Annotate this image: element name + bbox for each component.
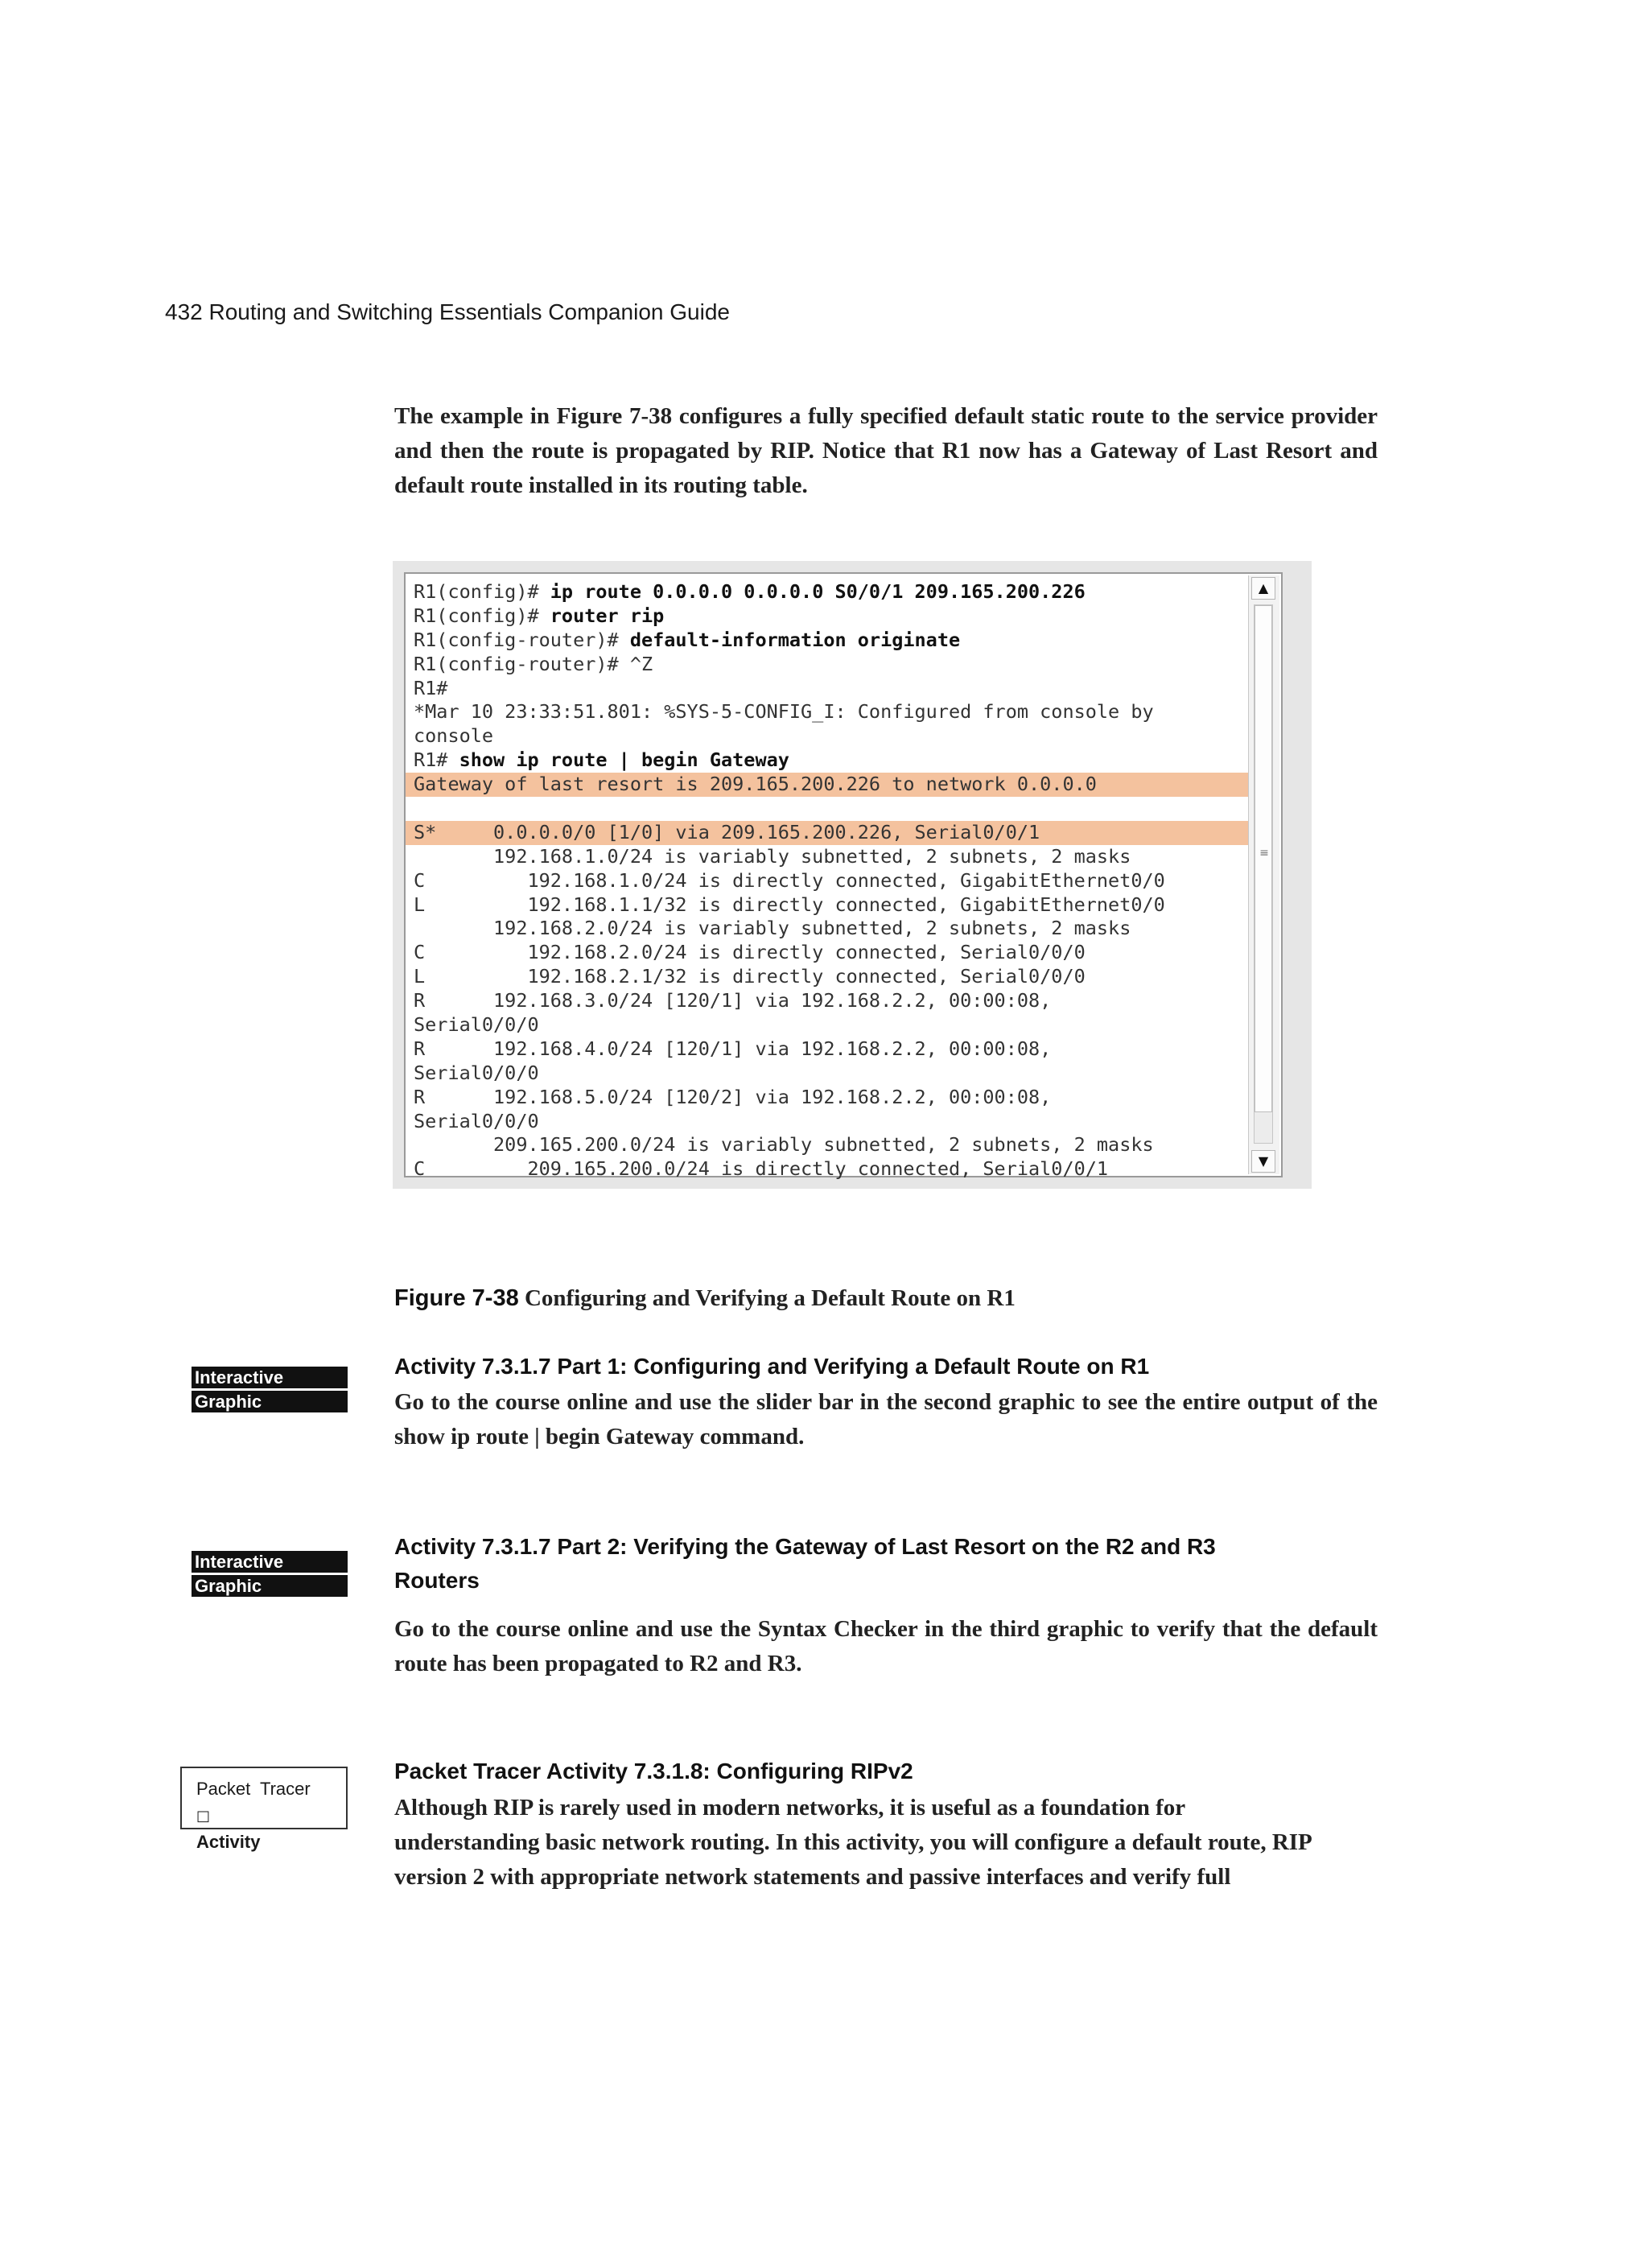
terminal-text: R1(config-router)# xyxy=(414,628,630,651)
terminal-text: R 192.168.3.0/24 [120/1] via 192.168.2.2, 00:00:08, xyxy=(414,989,1052,1012)
terminal-text: R 192.168.4.0/24 [120/1] via 192.168.2.2, 00:00:08, xyxy=(414,1037,1052,1060)
pt-body-line: understanding basic network routing. In this activity, you will configure a default route, RIP xyxy=(394,1829,1312,1855)
terminal-line xyxy=(406,917,1273,941)
terminal-line xyxy=(406,869,1273,893)
terminal-line xyxy=(406,845,1273,869)
terminal-line xyxy=(406,580,1273,604)
terminal-text: Serial0/0/0 xyxy=(414,1109,539,1132)
terminal-line xyxy=(406,677,1273,701)
terminal-window xyxy=(404,572,1283,1181)
terminal-text: *Mar 10 23:33:51.801: %SYS-5-CONFIG_I: Configured from console by xyxy=(414,700,1154,724)
activity2-title-line2: Routers xyxy=(394,1568,480,1593)
activity1-title: Activity 7.3.1.7 Part 1: Configuring and Verifying a Default Route on R1 xyxy=(394,1354,1150,1379)
terminal-text: Serial0/0/0 xyxy=(414,1013,539,1037)
terminal-text: C 192.168.1.0/24 is directly connected, GigabitEthernet0/0 xyxy=(414,868,1165,892)
icon-label-line2: Graphic xyxy=(192,1575,348,1597)
icon-label-line1: Interactive xyxy=(192,1367,348,1388)
activity2-title-line1: Activity 7.3.1.7 Part 2: Verifying the Gateway of Last Resort on the R2 and R3 xyxy=(394,1534,1216,1559)
figure-caption-text: Configuring and Verifying a Default Route on R1 xyxy=(518,1285,1016,1311)
terminal-text: C 192.168.2.0/24 is directly connected, Serial0/0/0 xyxy=(414,941,1086,964)
box-icon: □ xyxy=(196,1808,211,1825)
pt-label-line1 xyxy=(196,1776,333,1829)
grip-icon: ≡ xyxy=(1259,847,1269,860)
terminal-line xyxy=(406,941,1273,965)
terminal-text: R1# xyxy=(414,676,448,699)
terminal-command: router rip xyxy=(550,604,665,627)
terminal-line xyxy=(406,700,1273,724)
activity2-title xyxy=(394,1530,1216,1598)
terminal-line xyxy=(406,604,1273,629)
pt-body-line: version 2 with appropriate network statements and passive interfaces and verify full xyxy=(394,1864,1231,1890)
activity2-body: Go to the course online and use the Syntax Checker in the third graphic to verify that the default route has been propagated to R2 and R3. xyxy=(394,1616,1378,1676)
scroll-up-arrow-icon[interactable]: ▲ xyxy=(1251,577,1275,600)
icon-label-line2: Graphic xyxy=(192,1391,348,1412)
terminal-text: S* 0.0.0.0/0 [1/0] via 209.165.200.226, Serial0/0/1 xyxy=(414,820,1040,843)
terminal-line xyxy=(406,1013,1273,1037)
terminal-command: ip route 0.0.0.0 0.0.0.0 S0/0/1 209.165.200.226 xyxy=(550,580,1086,603)
terminal-text: R1# xyxy=(414,748,459,772)
terminal-text: C 209.165.200.0/24 is directly connected, Serial0/0/1 xyxy=(414,1157,1109,1181)
pt-label-text: Packet Tracer xyxy=(196,1779,311,1799)
terminal-command: show ip route | begin Gateway xyxy=(459,748,789,772)
terminal-text: console xyxy=(414,724,494,748)
terminal-text: Serial0/0/0 xyxy=(414,1061,539,1084)
vertical-scrollbar[interactable] xyxy=(1248,575,1279,1174)
terminal-line xyxy=(406,989,1273,1013)
intro-paragraph: The example in Figure 7-38 configures a fully specified default static route to the service provider and then the route is propagated by RIP. Notice that R1 now has a Gateway of Last Resort and default route installed in its routing table. xyxy=(394,403,1378,498)
terminal-line xyxy=(406,1133,1273,1157)
figure-caption xyxy=(394,1285,1016,1312)
figure-7-38 xyxy=(393,561,1312,1189)
packet-tracer-body xyxy=(394,1791,1378,1895)
icon-label-line1: Interactive xyxy=(192,1551,348,1573)
terminal-line xyxy=(406,1157,1273,1181)
terminal-line xyxy=(406,748,1273,773)
terminal-line xyxy=(406,629,1273,653)
activity1-body: Go to the course online and use the slider bar in the second graphic to see the entire output of the show ip route | begin Gateway command. xyxy=(394,1389,1378,1449)
terminal-text: R1(config)# xyxy=(414,604,550,627)
terminal-line-highlighted xyxy=(406,773,1273,797)
terminal-line xyxy=(406,965,1273,989)
terminal-text: L 192.168.1.1/32 is directly connected, GigabitEthernet0/0 xyxy=(414,893,1165,916)
scroll-track[interactable] xyxy=(1254,604,1273,1144)
terminal-line xyxy=(406,653,1273,677)
terminal-output xyxy=(406,580,1273,1181)
terminal-line xyxy=(406,1086,1273,1110)
pt-label-line2: Activity xyxy=(196,1832,261,1852)
terminal-text: 192.168.1.0/24 is variably subnetted, 2 subnets, 2 masks xyxy=(414,844,1131,868)
terminal-text: R1(config)# xyxy=(414,580,550,603)
scroll-down-arrow-icon[interactable]: ▼ xyxy=(1251,1150,1275,1173)
scroll-thumb[interactable] xyxy=(1255,605,1272,1112)
interactive-graphic-icon xyxy=(192,1551,348,1599)
terminal-text: 209.165.200.0/24 is variably subnetted, 2 subnets, 2 masks xyxy=(414,1133,1154,1157)
terminal-line-highlighted xyxy=(406,821,1273,845)
terminal-text: R1(config-router)# ^Z xyxy=(414,652,653,675)
terminal-line xyxy=(406,893,1273,918)
terminal-line xyxy=(406,1110,1273,1134)
terminal-line xyxy=(406,724,1273,748)
terminal-line xyxy=(406,797,1273,821)
terminal-line xyxy=(406,1037,1273,1062)
running-head: 432 Routing and Switching Essentials Companion Guide xyxy=(165,299,730,324)
terminal-text: 192.168.2.0/24 is variably subnetted, 2 subnets, 2 masks xyxy=(414,917,1131,940)
pt-body-line: Although RIP is rarely used in modern networks, it is useful as a foundation for xyxy=(394,1795,1186,1821)
terminal-text: R 192.168.5.0/24 [120/2] via 192.168.2.2, 00:00:08, xyxy=(414,1085,1052,1108)
packet-tracer-activity-icon xyxy=(180,1767,348,1852)
interactive-graphic-icon xyxy=(192,1367,348,1415)
terminal-text: L 192.168.2.1/32 is directly connected, Serial0/0/0 xyxy=(414,965,1086,988)
terminal-command: default-information originate xyxy=(629,628,961,651)
terminal-text: Gateway of last resort is 209.165.200.226 to network 0.0.0.0 xyxy=(414,773,1097,796)
terminal-line xyxy=(406,1062,1273,1086)
packet-tracer-title: Packet Tracer Activity 7.3.1.8: Configuring RIPv2 xyxy=(394,1759,913,1783)
figure-number: Figure 7-38 xyxy=(394,1285,519,1311)
